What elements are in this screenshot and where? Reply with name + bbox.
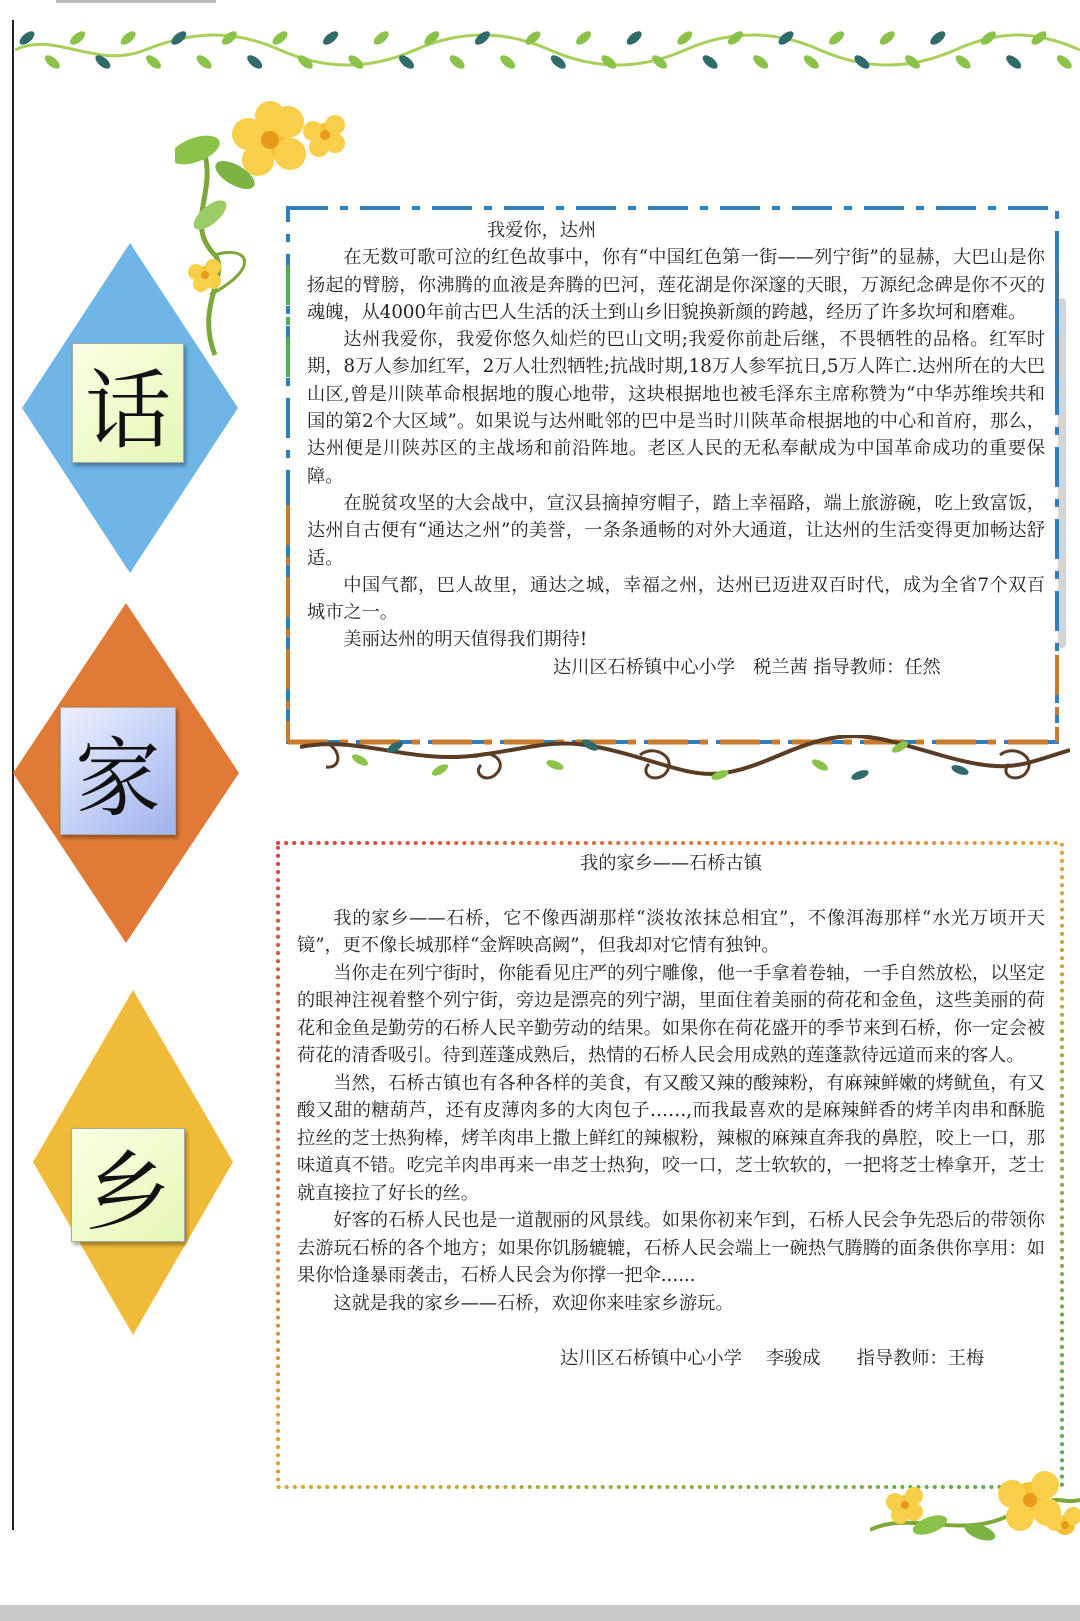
essay2-content xyxy=(297,850,1045,1373)
diamond-blue xyxy=(22,243,238,573)
essay1-paragraph: 中国气都，巴人故里，通达之城，幸福之州，达州已迈进双百时代，成为全省7个双百城市之一。 xyxy=(307,574,1045,624)
essay1-box xyxy=(285,205,1060,745)
diamond-yellow xyxy=(33,990,233,1335)
vine-border-icon xyxy=(15,20,1080,80)
essay1-paragraph: 美丽达州的明天值得我们期待! xyxy=(343,629,588,651)
bottom-edge-bar xyxy=(0,1605,1080,1621)
essay1-paragraph: 在无数可歌可泣的红色故事中，你有“中国红色第一街——列宁街”的显赫，大巴山是你扬起的臂膀，你沸腾的血液是奔腾的巴河，莲花湖是你深邃的天眼，万源纪念碑是你不灭的魂魄，从4000年前古巴人生活的沃土到山乡旧貌换新颜的跨越，经历了许多坎坷和磨难。 xyxy=(307,247,1045,323)
essay2-paragraph: 当然，石桥古镇也有各种各样的美食，有又酸又辣的酸辣粉，有麻辣鲜嫩的烤鱿鱼，有又酸又甜的糖葫芦，还有皮薄肉多的大肉包子……,而我最喜欢的是麻辣鲜香的烤羊肉串和酥脆拉丝的芝士热狗棒，烤羊肉串上撒上鲜红的辣椒粉，辣椒的麻辣直奔我的鼻腔，咬上一口，那味道真不错。吃完羊肉串再来一串芝士热狗，咬一口，芝士软软的，一把将芝士棒拿开，芝士就直接拉了好长的丝。 xyxy=(297,1072,1045,1204)
essay2-paragraph: 当你走在列宁街时，你能看见庄严的列宁雕像，他一手拿着卷轴，一手自然放松，以坚定的眼神注视着整个列宁街，旁边是漂亮的列宁湖，里面住着美丽的荷花和金鱼，这些美丽的荷花和金鱼是勤劳的石桥人民辛勤劳动的结果。如果你在荷花盛开的季节来到石桥，你一定会被荷花的清香吸引。待到莲蓬成熟后，热情的石桥人民会用成熟的莲蓬款待远道而来的客人。 xyxy=(297,962,1045,1066)
essay2-paragraph: 这就是我的家乡——石桥，欢迎你来哇家乡游玩。 xyxy=(333,1292,734,1314)
essay1-content xyxy=(307,217,1045,681)
essay1-paragraph: 在脱贫攻坚的大会战中，宣汉县摘掉穷帽子，踏上幸福路，端上旅游碗，吃上致富饭，达州自古便有“通达之州”的美誉，一条条通畅的对外大通道，让达州的生活变得更加畅达舒适。 xyxy=(307,492,1045,569)
essay1-paragraph: 达州我爱你，我爱你悠久灿烂的巴山文明;我爱你前赴后继，不畏牺牲的品格。红军时期，8万人参加红军，2万人壮烈牺牲;抗战时期,18万人参军抗日,5万人阵亡.达州所在的大巴山区,曾是川陕革命根据地的腹心地带，这块根据地也被毛泽东主席称赞为“中华苏维埃共和国的第2个大区域”。如果说与达州毗邻的巴中是当时川陕革命根据地的中心和首府，那么，达州便是川陕苏区的主战场和前沿阵地。老区人民的无私奉献成为中国革命成功的重要保障。 xyxy=(307,329,1045,487)
essay2-box xyxy=(275,840,1065,1490)
essay2-signature: 达川区石桥镇中心小学 李骏成 指导教师：王梅 xyxy=(560,1348,985,1369)
side-char-xiang: 乡 xyxy=(71,1128,185,1242)
swirl-vine-icon xyxy=(300,735,1070,805)
essay1-signature: 达川区石桥镇中心小学 税兰茜 指导教师：任然 xyxy=(553,656,941,678)
essay1-title: 我爱你，达州 xyxy=(487,220,597,241)
essay2-paragraph: 我的家乡——石桥，它不像西湖那样“淡妆浓抹总相宜”，不像洱海那样“水光万顷开天镜”，更不像长城那样“金辉映高阙”，但我却对它情有独钟。 xyxy=(297,907,1045,956)
diamond-orange xyxy=(13,603,239,943)
essay2-title: 我的家乡——石桥古镇 xyxy=(580,853,762,874)
side-char-jia: 家 xyxy=(60,707,176,835)
yellow-flower-icon xyxy=(870,1470,1080,1550)
essay2-paragraph: 好客的石桥人民也是一道靓丽的风景线。如果你初来乍到，石桥人民会争先恐后的带领你去游玩石桥的各个地方；如果你饥肠辘辘，石桥人民会端上一碗热气腾腾的面条供你享用：如果你恰逢暴雨袭击，石桥人民会为你撑一把伞...... xyxy=(297,1210,1045,1286)
top-edge-bar xyxy=(56,0,216,3)
side-char-hua: 话 xyxy=(72,343,184,463)
